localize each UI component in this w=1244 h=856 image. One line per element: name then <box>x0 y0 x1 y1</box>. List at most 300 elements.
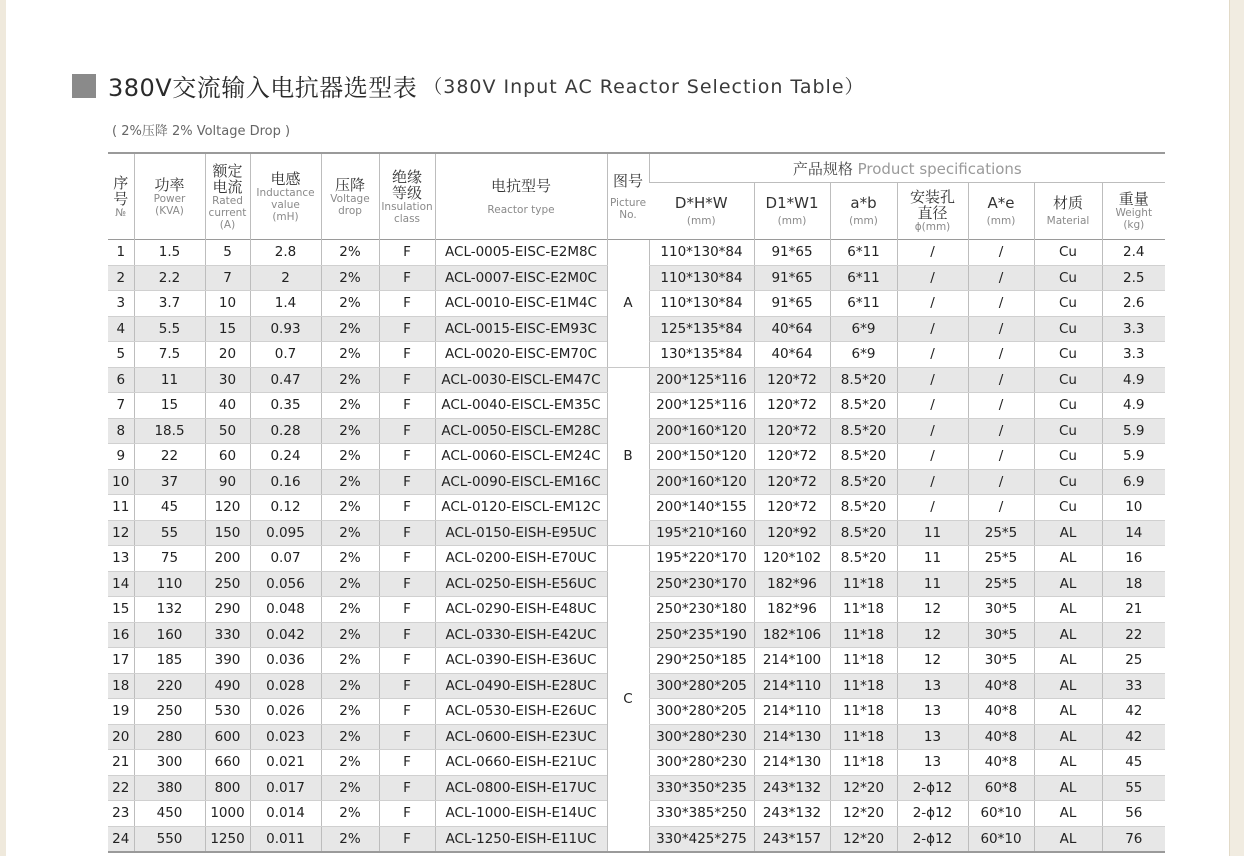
cell-insulation: F <box>379 265 435 291</box>
table-header <box>108 153 1165 240</box>
cell-no: 10 <box>108 469 134 495</box>
header-dhw-en: (mm) <box>686 215 716 227</box>
cell-voltage-drop: 2% <box>321 571 379 597</box>
cell-voltage-drop: 2% <box>321 291 379 317</box>
cell-reactor-type: ACL-0010-EISC-E1M4C <box>435 291 607 317</box>
cell-material: AL <box>1034 648 1102 674</box>
cell-reactor-type: ACL-0330-EISH-E42UC <box>435 622 607 648</box>
cell-dhw: 130*135*84 <box>649 342 754 368</box>
cell-reactor-type: ACL-0250-EISH-E56UC <box>435 571 607 597</box>
cell-picture-A: A <box>607 240 649 368</box>
cell-dhw: 110*130*84 <box>649 240 754 266</box>
cell-ab: 6*11 <box>830 240 897 266</box>
cell-inductance: 0.095 <box>250 520 321 546</box>
cell-material: Cu <box>1034 316 1102 342</box>
cell-insulation: F <box>379 316 435 342</box>
cell-inductance: 0.014 <box>250 801 321 827</box>
cell-d1w1: 182*96 <box>754 597 830 623</box>
cell-material: AL <box>1034 520 1102 546</box>
cell-hole-diameter: / <box>897 367 968 393</box>
cell-current: 1250 <box>205 826 250 852</box>
cell-weight: 4.9 <box>1102 393 1165 419</box>
cell-material: AL <box>1034 801 1102 827</box>
cell-dhw: 300*280*230 <box>649 750 754 776</box>
cell-material: Cu <box>1034 469 1102 495</box>
header-insulation-en: Insulation class <box>381 200 433 225</box>
cell-hole-diameter: 2-ɸ12 <box>897 826 968 852</box>
header-weight <box>1102 183 1165 240</box>
cell-material: Cu <box>1034 342 1102 368</box>
cell-reactor-type: ACL-0490-EISH-E28UC <box>435 673 607 699</box>
header-no <box>108 153 134 240</box>
cell-material: Cu <box>1034 265 1102 291</box>
table-row <box>108 367 1165 393</box>
cell-dhw: 195*210*160 <box>649 520 754 546</box>
cell-power: 450 <box>134 801 205 827</box>
cell-reactor-type: ACL-0150-EISH-E95UC <box>435 520 607 546</box>
cell-material: AL <box>1034 775 1102 801</box>
cell-ab: 6*11 <box>830 291 897 317</box>
reactor-selection-table <box>108 152 1165 853</box>
cell-material: AL <box>1034 546 1102 572</box>
cell-dhw: 250*230*180 <box>649 597 754 623</box>
cell-reactor-type: ACL-0290-EISH-E48UC <box>435 597 607 623</box>
cell-dhw: 330*350*235 <box>649 775 754 801</box>
header-vdrop-en: Voltage drop <box>330 192 370 217</box>
cell-ab: 11*18 <box>830 673 897 699</box>
header-current-en: Rated current (A) <box>208 194 247 231</box>
cell-weight: 3.3 <box>1102 342 1165 368</box>
cell-inductance: 0.35 <box>250 393 321 419</box>
table-body <box>108 240 1165 853</box>
cell-power: 220 <box>134 673 205 699</box>
header-inductance-en: Inductance value (mH) <box>256 186 315 223</box>
header-power-zh: 功率 <box>154 175 185 194</box>
cell-ae: 30*5 <box>968 597 1034 623</box>
cell-ae: / <box>968 342 1034 368</box>
cell-inductance: 0.021 <box>250 750 321 776</box>
cell-voltage-drop: 2% <box>321 240 379 266</box>
cell-material: Cu <box>1034 418 1102 444</box>
cell-no: 13 <box>108 546 134 572</box>
cell-weight: 25 <box>1102 648 1165 674</box>
cell-power: 160 <box>134 622 205 648</box>
cell-no: 8 <box>108 418 134 444</box>
title-row <box>72 68 865 103</box>
header-ae-zh: A*e <box>987 194 1015 212</box>
cell-ab: 8.5*20 <box>830 367 897 393</box>
cell-insulation: F <box>379 469 435 495</box>
cell-power: 22 <box>134 444 205 470</box>
cell-ab: 11*18 <box>830 724 897 750</box>
cell-inductance: 0.056 <box>250 571 321 597</box>
cell-power: 132 <box>134 597 205 623</box>
cell-reactor-type: ACL-0050-EISCL-EM28C <box>435 418 607 444</box>
cell-voltage-drop: 2% <box>321 495 379 521</box>
cell-ab: 6*11 <box>830 265 897 291</box>
cell-no: 11 <box>108 495 134 521</box>
cell-hole-diameter: / <box>897 469 968 495</box>
cell-no: 5 <box>108 342 134 368</box>
header-dhw-zh: D*H*W <box>674 194 728 212</box>
cell-reactor-type: ACL-0020-EISC-EM70C <box>435 342 607 368</box>
cell-weight: 10 <box>1102 495 1165 521</box>
cell-no: 19 <box>108 699 134 725</box>
cell-d1w1: 40*64 <box>754 316 830 342</box>
cell-reactor-type: ACL-0120-EISCL-EM12C <box>435 495 607 521</box>
cell-ab: 6*9 <box>830 342 897 368</box>
cell-insulation: F <box>379 801 435 827</box>
cell-ae: 30*5 <box>968 648 1034 674</box>
cell-hole-diameter: 11 <box>897 520 968 546</box>
cell-hole-diameter: 2-ɸ12 <box>897 775 968 801</box>
cell-ae: 40*8 <box>968 673 1034 699</box>
cell-no: 21 <box>108 750 134 776</box>
cell-d1w1: 214*110 <box>754 673 830 699</box>
cell-ab: 8.5*20 <box>830 546 897 572</box>
cell-dhw: 200*125*116 <box>649 393 754 419</box>
cell-voltage-drop: 2% <box>321 393 379 419</box>
cell-power: 55 <box>134 520 205 546</box>
cell-current: 120 <box>205 495 250 521</box>
header-d1w1-zh: D1*W1 <box>765 194 819 212</box>
header-power <box>134 153 205 240</box>
cell-inductance: 0.048 <box>250 597 321 623</box>
cell-weight: 33 <box>1102 673 1165 699</box>
cell-material: AL <box>1034 699 1102 725</box>
cell-current: 15 <box>205 316 250 342</box>
cell-ae: / <box>968 367 1034 393</box>
cell-voltage-drop: 2% <box>321 750 379 776</box>
cell-hole-diameter: / <box>897 393 968 419</box>
cell-hole-diameter: 13 <box>897 724 968 750</box>
cell-insulation: F <box>379 648 435 674</box>
cell-power: 45 <box>134 495 205 521</box>
cell-ae: / <box>968 316 1034 342</box>
cell-dhw: 250*230*170 <box>649 571 754 597</box>
cell-ae: 30*5 <box>968 622 1034 648</box>
cell-voltage-drop: 2% <box>321 826 379 852</box>
cell-d1w1: 120*72 <box>754 418 830 444</box>
cell-hole-diameter: 13 <box>897 673 968 699</box>
cell-voltage-drop: 2% <box>321 673 379 699</box>
cell-inductance: 0.011 <box>250 826 321 852</box>
cell-no: 12 <box>108 520 134 546</box>
cell-hole-diameter: 12 <box>897 597 968 623</box>
cell-picture-B: B <box>607 367 649 546</box>
page-title: 380V交流输入电抗器选型表 <box>108 74 418 102</box>
cell-voltage-drop: 2% <box>321 469 379 495</box>
header-no-en: № <box>115 206 127 219</box>
cell-ab: 8.5*20 <box>830 418 897 444</box>
cell-dhw: 200*160*120 <box>649 469 754 495</box>
cell-current: 50 <box>205 418 250 444</box>
cell-power: 280 <box>134 724 205 750</box>
cell-current: 30 <box>205 367 250 393</box>
cell-insulation: F <box>379 342 435 368</box>
cell-material: Cu <box>1034 367 1102 393</box>
cell-reactor-type: ACL-0060-EISCL-EM24C <box>435 444 607 470</box>
cell-d1w1: 182*106 <box>754 622 830 648</box>
cell-no: 17 <box>108 648 134 674</box>
cell-inductance: 0.026 <box>250 699 321 725</box>
cell-reactor-type: ACL-1250-EISH-E11UC <box>435 826 607 852</box>
header-hole-en: ɸ(mm) <box>914 221 951 233</box>
cell-weight: 3.3 <box>1102 316 1165 342</box>
spec-heading-zh: 产品规格 <box>792 159 853 178</box>
cell-no: 14 <box>108 571 134 597</box>
cell-voltage-drop: 2% <box>321 520 379 546</box>
cell-voltage-drop: 2% <box>321 648 379 674</box>
header-material <box>1034 183 1102 240</box>
header-material-zh: 材质 <box>1052 194 1083 212</box>
cell-dhw: 200*150*120 <box>649 444 754 470</box>
cell-insulation: F <box>379 495 435 521</box>
cell-reactor-type: ACL-0007-EISC-E2M0C <box>435 265 607 291</box>
header-vdrop-zh: 压降 <box>334 175 365 194</box>
cell-ae: / <box>968 240 1034 266</box>
cell-voltage-drop: 2% <box>321 418 379 444</box>
cell-d1w1: 91*65 <box>754 291 830 317</box>
cell-power: 5.5 <box>134 316 205 342</box>
cell-weight: 2.5 <box>1102 265 1165 291</box>
cell-voltage-drop: 2% <box>321 367 379 393</box>
cell-dhw: 250*235*190 <box>649 622 754 648</box>
header-no-zh: 序 号 <box>113 173 129 208</box>
cell-voltage-drop: 2% <box>321 801 379 827</box>
cell-hole-diameter: 2-ɸ12 <box>897 801 968 827</box>
cell-ae: / <box>968 495 1034 521</box>
cell-ae: 25*5 <box>968 546 1034 572</box>
cell-current: 530 <box>205 699 250 725</box>
cell-inductance: 0.017 <box>250 775 321 801</box>
cell-reactor-type: ACL-0390-EISH-E36UC <box>435 648 607 674</box>
header-dhw <box>649 183 754 240</box>
cell-material: Cu <box>1034 240 1102 266</box>
cell-no: 6 <box>108 367 134 393</box>
cell-hole-diameter: 11 <box>897 546 968 572</box>
cell-ae: / <box>968 265 1034 291</box>
cell-d1w1: 214*130 <box>754 724 830 750</box>
cell-inductance: 2 <box>250 265 321 291</box>
cell-material: AL <box>1034 750 1102 776</box>
cell-no: 1 <box>108 240 134 266</box>
header-ae <box>968 183 1034 240</box>
cell-weight: 45 <box>1102 750 1165 776</box>
cell-inductance: 0.028 <box>250 673 321 699</box>
cell-current: 290 <box>205 597 250 623</box>
header-voltage-drop <box>321 153 379 240</box>
cell-inductance: 0.023 <box>250 724 321 750</box>
cell-dhw: 200*160*120 <box>649 418 754 444</box>
header-d1w1 <box>754 183 830 240</box>
cell-dhw: 300*280*230 <box>649 724 754 750</box>
cell-weight: 5.9 <box>1102 418 1165 444</box>
cell-insulation: F <box>379 699 435 725</box>
cell-d1w1: 120*72 <box>754 495 830 521</box>
page-left-edge <box>0 0 6 856</box>
cell-weight: 42 <box>1102 699 1165 725</box>
cell-insulation: F <box>379 291 435 317</box>
cell-ae: / <box>968 469 1034 495</box>
header-weight-en: Weight (kg) <box>1115 207 1153 231</box>
cell-material: AL <box>1034 826 1102 852</box>
voltage-drop-subtitle: ( 2%压降 2% Voltage Drop ) <box>112 124 291 139</box>
cell-insulation: F <box>379 750 435 776</box>
cell-reactor-type: ACL-0040-EISCL-EM35C <box>435 393 607 419</box>
cell-voltage-drop: 2% <box>321 622 379 648</box>
cell-reactor-type: ACL-0030-EISCL-EM47C <box>435 367 607 393</box>
cell-reactor-type: ACL-0600-EISH-E23UC <box>435 724 607 750</box>
cell-material: AL <box>1034 622 1102 648</box>
cell-inductance: 0.07 <box>250 546 321 572</box>
cell-material: AL <box>1034 597 1102 623</box>
cell-weight: 21 <box>1102 597 1165 623</box>
cell-insulation: F <box>379 240 435 266</box>
cell-hole-diameter: / <box>897 342 968 368</box>
cell-power: 7.5 <box>134 342 205 368</box>
cell-d1w1: 214*130 <box>754 750 830 776</box>
header-reactor-type <box>435 153 607 240</box>
cell-material: Cu <box>1034 393 1102 419</box>
header-power-en: Power (KVA) <box>153 192 186 217</box>
table-row <box>108 240 1165 266</box>
cell-hole-diameter: / <box>897 418 968 444</box>
cell-no: 9 <box>108 444 134 470</box>
header-ab-zh: a*b <box>850 194 877 212</box>
cell-dhw: 200*140*155 <box>649 495 754 521</box>
cell-d1w1: 120*72 <box>754 393 830 419</box>
cell-material: AL <box>1034 724 1102 750</box>
header-d1w1-en: (mm) <box>777 215 807 227</box>
cell-current: 90 <box>205 469 250 495</box>
cell-current: 7 <box>205 265 250 291</box>
cell-ae: / <box>968 418 1034 444</box>
header-inductance <box>250 153 321 240</box>
cell-dhw: 300*280*205 <box>649 699 754 725</box>
cell-ae: / <box>968 444 1034 470</box>
cell-ab: 8.5*20 <box>830 520 897 546</box>
cell-dhw: 290*250*185 <box>649 648 754 674</box>
cell-insulation: F <box>379 393 435 419</box>
cell-d1w1: 214*100 <box>754 648 830 674</box>
cell-weight: 76 <box>1102 826 1165 852</box>
cell-insulation: F <box>379 444 435 470</box>
cell-material: AL <box>1034 673 1102 699</box>
cell-power: 15 <box>134 393 205 419</box>
cell-d1w1: 120*102 <box>754 546 830 572</box>
cell-power: 2.2 <box>134 265 205 291</box>
cell-weight: 42 <box>1102 724 1165 750</box>
cell-d1w1: 120*72 <box>754 444 830 470</box>
cell-d1w1: 243*132 <box>754 801 830 827</box>
cell-reactor-type: ACL-0090-EISCL-EM16C <box>435 469 607 495</box>
cell-voltage-drop: 2% <box>321 775 379 801</box>
cell-ae: / <box>968 393 1034 419</box>
cell-d1w1: 243*157 <box>754 826 830 852</box>
cell-no: 7 <box>108 393 134 419</box>
cell-d1w1: 91*65 <box>754 265 830 291</box>
header-type-zh: 电抗型号 <box>490 176 551 195</box>
cell-dhw: 300*280*205 <box>649 673 754 699</box>
cell-inductance: 0.24 <box>250 444 321 470</box>
cell-power: 380 <box>134 775 205 801</box>
cell-power: 11 <box>134 367 205 393</box>
header-picture-zh: 图号 <box>612 171 643 190</box>
title-square-icon <box>72 74 96 98</box>
cell-ae: 60*8 <box>968 775 1034 801</box>
header-insulation <box>379 153 435 240</box>
cell-hole-diameter: 12 <box>897 648 968 674</box>
cell-ab: 8.5*20 <box>830 444 897 470</box>
cell-ab: 12*20 <box>830 775 897 801</box>
header-material-en: Material <box>1046 215 1090 227</box>
cell-ab: 11*18 <box>830 597 897 623</box>
cell-power: 3.7 <box>134 291 205 317</box>
cell-ae: 40*8 <box>968 750 1034 776</box>
cell-inductance: 1.4 <box>250 291 321 317</box>
cell-insulation: F <box>379 597 435 623</box>
cell-hole-diameter: / <box>897 495 968 521</box>
cell-dhw: 125*135*84 <box>649 316 754 342</box>
cell-no: 23 <box>108 801 134 827</box>
cell-current: 330 <box>205 622 250 648</box>
cell-material: Cu <box>1034 444 1102 470</box>
cell-weight: 14 <box>1102 520 1165 546</box>
cell-current: 800 <box>205 775 250 801</box>
header-ab-en: (mm) <box>849 215 878 227</box>
cell-ab: 12*20 <box>830 801 897 827</box>
cell-current: 40 <box>205 393 250 419</box>
cell-current: 60 <box>205 444 250 470</box>
cell-ab: 11*18 <box>830 750 897 776</box>
cell-current: 490 <box>205 673 250 699</box>
cell-reactor-type: ACL-0015-EISC-EM93C <box>435 316 607 342</box>
cell-no: 15 <box>108 597 134 623</box>
header-product-specifications <box>649 153 1165 183</box>
cell-dhw: 200*125*116 <box>649 367 754 393</box>
header-ae-en: (mm) <box>986 215 1016 227</box>
cell-current: 390 <box>205 648 250 674</box>
cell-inductance: 0.042 <box>250 622 321 648</box>
cell-ae: / <box>968 291 1034 317</box>
cell-d1w1: 120*92 <box>754 520 830 546</box>
cell-insulation: F <box>379 724 435 750</box>
cell-voltage-drop: 2% <box>321 597 379 623</box>
cell-power: 185 <box>134 648 205 674</box>
cell-insulation: F <box>379 571 435 597</box>
cell-current: 200 <box>205 546 250 572</box>
cell-weight: 56 <box>1102 801 1165 827</box>
page-right-edge <box>1229 0 1244 856</box>
cell-dhw: 330*385*250 <box>649 801 754 827</box>
cell-current: 600 <box>205 724 250 750</box>
cell-inductance: 0.93 <box>250 316 321 342</box>
cell-dhw: 330*425*275 <box>649 826 754 852</box>
cell-d1w1: 91*65 <box>754 240 830 266</box>
cell-hole-diameter: / <box>897 265 968 291</box>
cell-ab: 8.5*20 <box>830 495 897 521</box>
header-type-en: Reactor type <box>487 203 555 216</box>
cell-no: 3 <box>108 291 134 317</box>
cell-power: 37 <box>134 469 205 495</box>
header-insulation-zh: 绝缘 等级 <box>391 167 422 202</box>
cell-current: 1000 <box>205 801 250 827</box>
cell-current: 250 <box>205 571 250 597</box>
cell-inductance: 0.12 <box>250 495 321 521</box>
cell-voltage-drop: 2% <box>321 265 379 291</box>
header-picture <box>607 153 649 240</box>
